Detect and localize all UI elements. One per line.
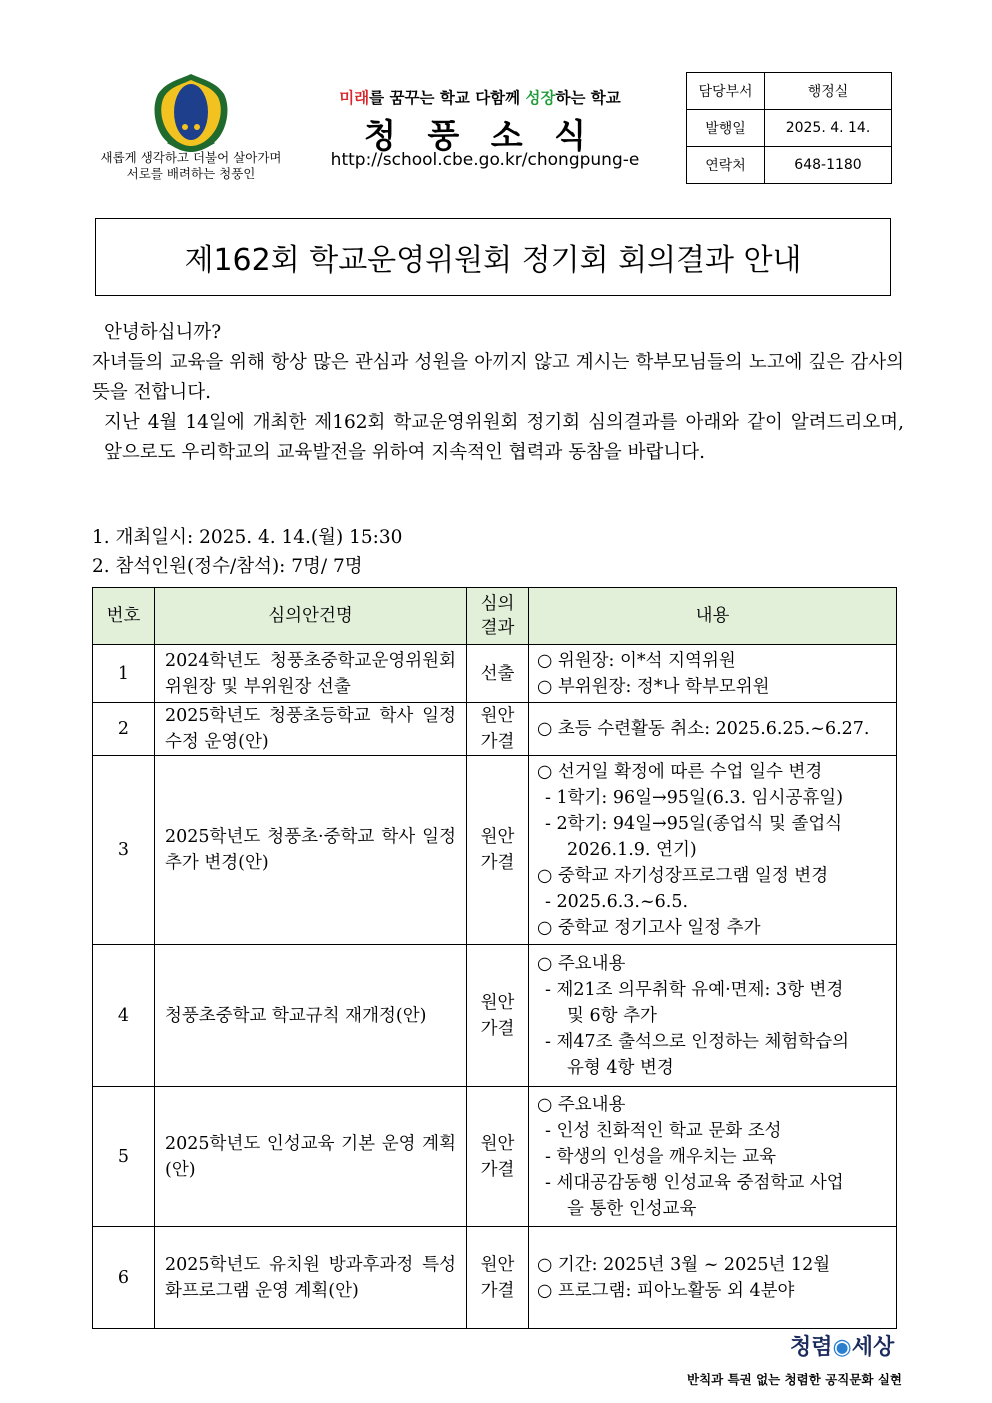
- school-emblem: [150, 72, 232, 154]
- header-content: 내용: [529, 588, 897, 645]
- school-url[interactable]: http://school.cbe.go.kr/chongpung-e: [330, 150, 640, 170]
- greeting: 안녕하십니까?: [104, 322, 222, 343]
- school-slogan: 미래를 꿈꾸는 학교 다함께 성장하는 학교: [339, 89, 621, 107]
- attendance: 2. 참석인원(정수/참석): 7명/ 7명: [92, 556, 363, 577]
- info-row-department: 담당부서 행정실: [687, 73, 892, 110]
- document-title: 제162회 학교운영위원회 정기회 회의결과 안내: [95, 218, 891, 296]
- table-header-row: [93, 588, 897, 645]
- meeting-date: 1. 개최일시: 2025. 4. 14.(월) 15:30: [92, 527, 403, 548]
- table-row: 3 2025학년도 청풍초·중학교 학사 일정 추가 변경(안) 원안 가결 ○ 선거일 확정에 따른 수업 일수 변경 - 1학기: 96일→95일(6.3. 임시공휴일) - 2학기: 94일→95일(종업식 및 졸업식 2026.1.9. 연기) ○ 중학교 자기성장프로그램 일정 변경 - 2025.6.3.~6.5. ○ 중학교 정기고사 일정 추가: [93, 756, 897, 945]
- header-agenda: 심의안건명: [155, 588, 467, 645]
- school-motto: 새롭게 생각하고 더불어 살아가며 서로를 배려하는 청풍인: [100, 150, 282, 181]
- letter-body: [92, 318, 904, 468]
- globe-icon: ◉: [832, 1335, 852, 1360]
- paragraph-1: 자녀들의 교육을 위해 항상 많은 관심과 성원을 아끼지 않고 계시는 학부모님들의 노고에 깊은 감사의 뜻을 전합니다.: [92, 352, 904, 403]
- table-row: 4 청풍초중학교 학교규칙 재개정(안) 원안 가결 ○ 주요내용 - 제21조 의무취학 유예·면제: 3항 변경 및 6항 추가 - 제47조 출석으로 인정하는 체험학습의 유형 4항 변경: [93, 945, 897, 1087]
- results-table: [92, 587, 897, 1329]
- integrity-logo: 청렴◉세상: [790, 1335, 895, 1360]
- table-row: 5 2025학년도 인성교육 기본 운영 계획(안) 원안 가결 ○ 주요내용 - 인성 친화적인 학교 문화 조성 - 학생의 인성을 깨우치는 교육 - 세대공감동행 인성교육 중점학교 사업 을 통한 인성교육: [93, 1087, 897, 1227]
- info-row-issue-date: 발행일 2025. 4. 14.: [687, 110, 892, 147]
- paragraph-2: 지난 4월 14일에 개최한 제162회 학교운영위원회 정기회 심의결과를 아래와 같이 알려드리오며, 앞으로도 우리학교의 교육발전을 위하여 지속적인 협력과 동참을 바랍니다.: [104, 412, 904, 463]
- footer-slogan: 반칙과 특권 없는 청렴한 공직문화 실현: [687, 1372, 902, 1387]
- meeting-details: [92, 523, 402, 581]
- header-result: 심의 결과: [467, 588, 529, 645]
- table-row: 1 2024학년도 청풍초중학교운영위원회 위원장 및 부위원장 선출 선출 ○ 위원장: 이*석 지역위원 ○ 부위원장: 정*나 학부모위원: [93, 645, 897, 703]
- table-row: 6 2025학년도 유치원 방과후과정 특성화프로그램 운영 계획(안) 원안 가결 ○ 기간: 2025년 3월 ~ 2025년 12월 ○ 프로그램: 피아노활동 외 4분야: [93, 1227, 897, 1329]
- info-row-contact: 연락처 648-1180: [687, 147, 892, 184]
- table-row: 2 2025학년도 청풍초등학교 학사 일정 수정 운영(안) 원안 가결 ○ 초등 수련활동 취소: 2025.6.25.~6.27.: [93, 703, 897, 756]
- issue-info-table: [686, 72, 892, 184]
- newsletter-name: 청 풍 소 식: [364, 116, 596, 155]
- header-no: 번호: [93, 588, 155, 645]
